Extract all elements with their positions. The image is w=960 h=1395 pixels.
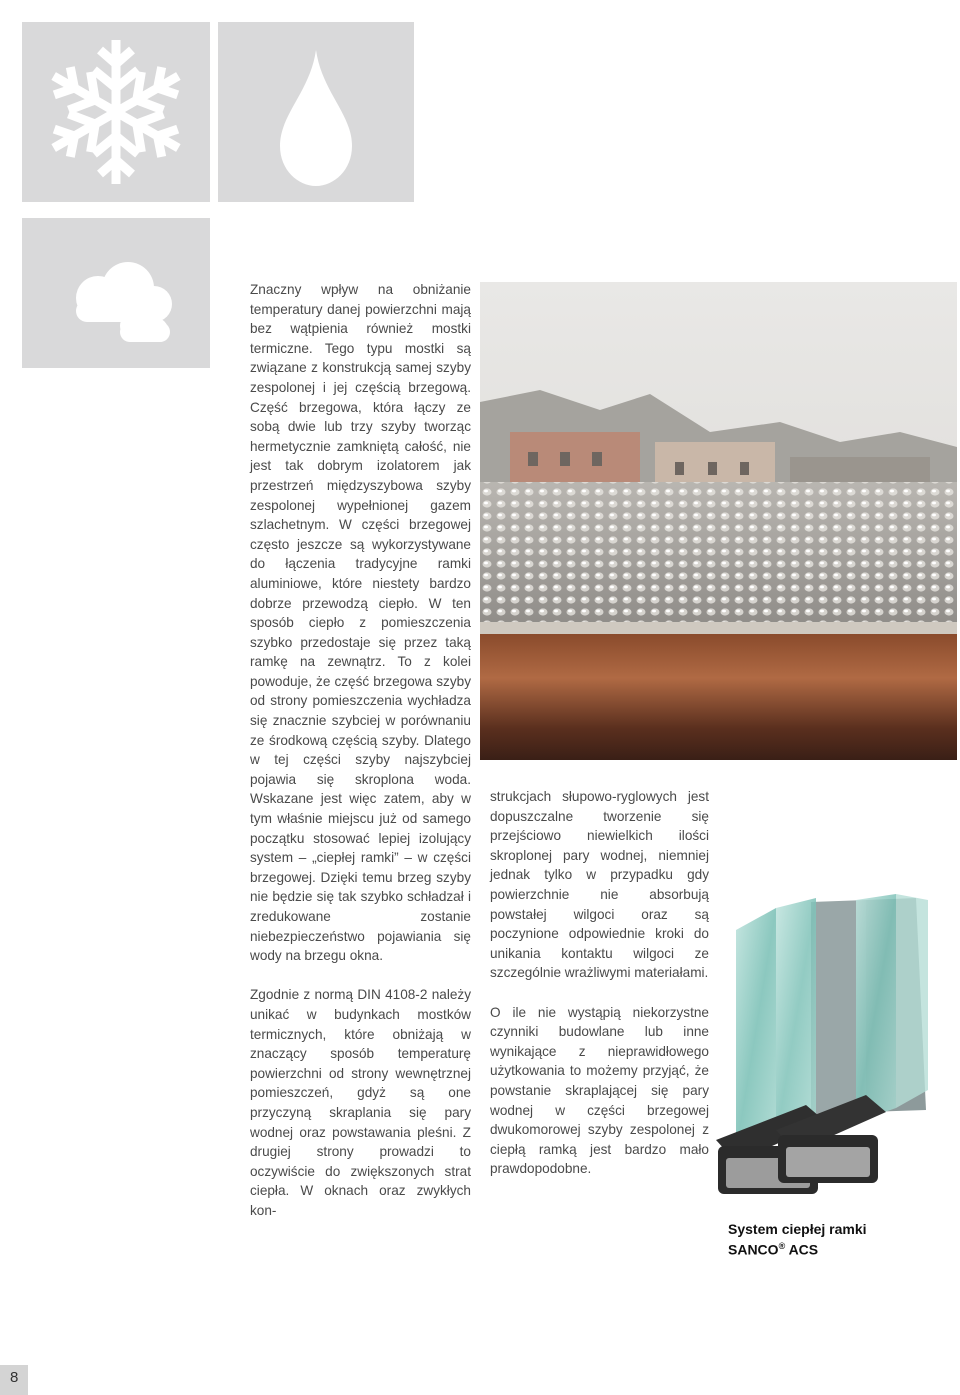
figure-caption [728,1221,867,1259]
paragraph: strukcjach słupowo-ryglowych jest dopuszczalne tworzenie się przejściowo niewielkich ilości skroplonej pary wodnej, niemniej jednak tylko w przypadku gdy powierzchnie nie absorbują powstałej wilgoci oraz są poczynione odpowiednie kroki do unikania kontaktu wilgoci ze szczególnie wrażliwymi materiałami. [490,789,709,981]
page-number: 8 [10,1369,19,1386]
glass-unit-illustration [716,890,930,1208]
cloud-tile [22,218,210,368]
condensation-window-photo [480,282,957,760]
text-column-left [250,280,471,1221]
water-drop-tile [218,22,414,202]
caption-line1: System ciepłej ramki [728,1221,867,1237]
page-number-box [0,1365,28,1395]
registered-mark: ® [778,1241,786,1251]
caption-product: ACS [785,1241,819,1258]
paragraph: Znaczny wpływ na obniżanie temperatury danej powierzchni mają bez wątpienia również mostki termiczne. Tego typu mostki są związane z konstrukcją samej szyby zespolonej i jej częścią brzegową. Część brzegowa, która łączy ze sobą dwie lub trzy szyby tworząc hermetycznie zamkniętą całość, nie jest tak dobrym izolatorem jak przestrzeń międzyszybowa szyby zespolonej wypełnionej gazem szlachetnym. W części brzegowej często jeszcze są wykorzystywane do łączenia tradycyjne ramki aluminiowe, które niestety bardzo dobrze przewodzą ciepło. W ten sposób ciepło z pomieszczenia szybko przedostaje się przez taką ramkę na zewnątrz. To z kolei powoduje, że część brzegowa szyby od strony pomieszczenia wychładza się znacznie szybciej w porównaniu ze środkową częścią szyby. Dlatego w tej części szyby najszybciej pojawia się skroplona woda. Wskazane jest więc zatem, aby w tym właśnie miejscu już od samego początku stosować lepiej izolujący system – „ciepłej ramki” – w części brzegowej. Dzięki temu brzeg szyby nie będzie się tak szybko schładzał i zredukowane zostanie niebezpieczeństwo pojawiania się wody na brzegu okna. [250,282,471,964]
caption-line2 [728,1238,867,1259]
caption-brand: SANCO [728,1241,779,1258]
photo-image [480,282,957,760]
cloud-icon [22,218,210,368]
snowflake-tile [22,22,210,202]
snowflake-icon [22,22,210,202]
text-column-right [490,787,709,1179]
paragraph: Zgodnie z normą DIN 4108-2 należy unikać w budynkach mostków termicznych, które obniżają w znaczący sposób temperaturę powierzchni od strony wewnętrznej pomieszczeń, gdyż są one przyczyną skraplania się pary wodnej oraz powstawania pleśni. Z drugiej strony prowadzi to oczywiście do zwiększonych strat ciepła. W oknach oraz zwykłych kon- [250,987,471,1218]
water-drop-icon [218,22,414,202]
paragraph: O ile nie wystąpią niekorzystne czynniki budowlane lub inne wynikające z nieprawidłowego użytkowania to możemy przyjąć, że powstanie skraplającej się pary wodnej w części brzegowej dwukomorowej szyby zespolonej z ciepłą ramką jest bardzo mało prawdopodobne. [490,1004,709,1177]
